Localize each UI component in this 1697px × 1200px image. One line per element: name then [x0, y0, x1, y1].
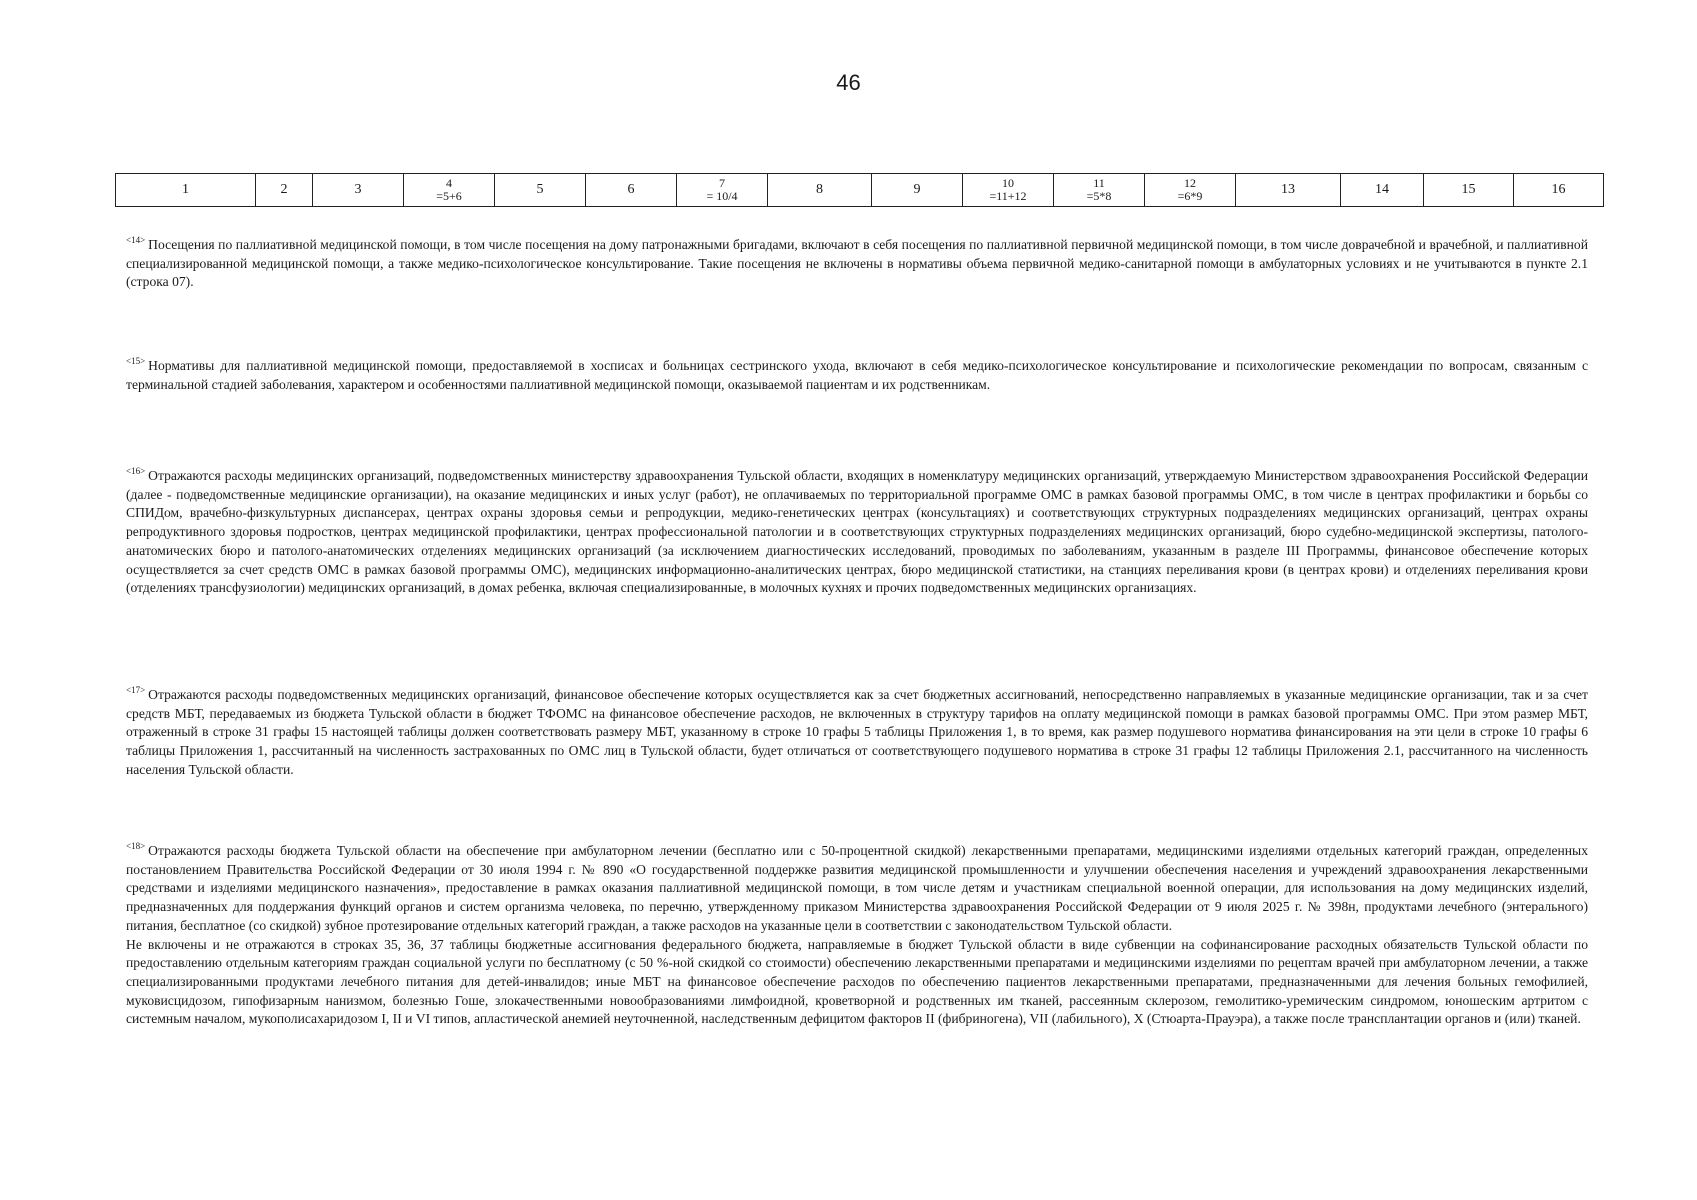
column-number: 15 [1461, 182, 1476, 197]
column-number: 10 [1002, 176, 1014, 190]
footnote-text: Нормативы для паллиативной медицинской помощи, предоставляемой в хосписах и больницах сестринского ухода, включают в себя медико-психологическое консультирование и психологические рекомендации по вопросам, связанным с терминальной стадией заболевания, характером и особенностями паллиативной медицинской помощи, оказываемой пациентам и их родственникам. [126, 358, 1588, 392]
column-header-cell [1236, 174, 1341, 207]
column-header-cell [1514, 174, 1604, 207]
column-header-cell [1145, 174, 1236, 207]
footnote-paragraph [126, 686, 1588, 780]
column-number: 9 [913, 182, 921, 197]
column-header-cell [963, 174, 1054, 207]
column-formula: =5+6 [436, 189, 462, 203]
footnote-paragraph [126, 842, 1588, 936]
column-formula: =11+12 [989, 189, 1027, 203]
column-number: 4 [446, 176, 452, 190]
column-number: 12 [1184, 176, 1196, 190]
table-row [116, 174, 1604, 207]
footnote-paragraph [126, 236, 1588, 292]
column-number: 6 [627, 182, 635, 197]
column-header-cell [256, 174, 313, 207]
footnote-marker: <17> [126, 685, 146, 696]
column-number: 7 [719, 176, 725, 190]
column-header-cell [313, 174, 404, 207]
footnote-text: Отражаются расходы медицинских организаций, подведомственных министерству здравоохранения Тульской области, входящих в номенклатуру медицинских организаций, утверждаемую Министерством здравоохранения Российской Федерации (далее - подведомственные медицинские организации), на оказание медицинских и иных услуг (работ), не оплачиваемых по территориальной программе ОМС в рамках базовой программы ОМС, в том числе в центрах профилактики и борьбы со СПИДом, врачебно-физкультурных диспансерах, центрах охраны здоровья семьи и репродукции, медико-генетических центрах (консультациях) и соответствующих структурных подразделениях медицинских организаций, центрах охраны репродуктивного здоровья подростков, центрах медицинской профилактики, центрах профессиональной патологии и в соответствующих структурных подразделениях медицинских организаций, бюро судебно-медицинской экспертизы, патолого-анатомических бюро и патолого-анатомических отделениях медицинских организаций (за исключением диагностических исследований, проводимых по заболеваниям, указанным в разделе III Программы, финансовое обеспечение которых осуществляется за счет средств ОМС в рамках базовой программы ОМС), медицинских информационно-аналитических центрах, бюро медицинской статистики, на станциях переливания крови (в центрах крови) и отделениях переливания крови (отделениях трансфузиологии) медицинских организаций, в домах ребенка, включая специализированные, в молочных кухнях и прочих подведомственных медицинских организациях. [126, 468, 1588, 596]
footnote-marker: <15> [126, 356, 146, 367]
column-number: 3 [354, 182, 362, 197]
column-number: 11 [1093, 176, 1105, 190]
column-formula: =6*9 [1177, 189, 1203, 203]
column-formula: =5*8 [1086, 189, 1112, 203]
footnote-16 [126, 467, 1588, 598]
column-header-cell [1341, 174, 1424, 207]
footnote-marker: <16> [126, 466, 146, 477]
footnote-marker: <14> [126, 235, 146, 246]
column-header-cell [677, 174, 768, 207]
footnote-text: Отражаются расходы бюджета Тульской области на обеспечение при амбулаторном лечении (бесплатно или с 50-процентной скидкой) лекарственными препаратами, медицинскими изделиями отдельных категорий граждан, определенных постановлением Правительства Российской Федерации от 30 июля 1994 г. № 890 «О государственной поддержке развития медицинской промышленности и улучшении обеспечения населения и учреждений здравоохранения лекарственными средствами и изделиями медицинского назначения», предоставление в рамках оказания паллиативной медицинской помощи, в том числе детям и участникам специальной военной операции, для использования на дому медицинских изделий, предназначенных для поддержания функций органов и систем организма человека, по перечню, утвержденному приказом Министерства здравоохранения Российской Федерации от 9 июля 2025 г. № 398н, продуктами лечебного (энтерального) питания, бесплатное (со скидкой) зубное протезирование отдельных категорий граждан, а также расходов на указанные цели в соответствии с законодательством Тульской области. [126, 843, 1588, 933]
footnote-marker: <18> [126, 841, 146, 852]
column-header-cell [586, 174, 677, 207]
footnote-text: Отражаются расходы подведомственных медицинских организаций, финансовое обеспечение которых осуществляется как за счет бюджетных ассигнований, непосредственно направляемых в указанные медицинские организации, так и за счет средств МБТ, передаваемых из бюджета Тульской области в бюджет ТФОМС на финансовое обеспечение расходов, не включенных в структуру тарифов на оплату медицинской помощи в рамках базовой программы ОМС. При этом размер МБТ, отраженный в строке 31 графы 15 настоящей таблицы должен соответствовать размеру МБТ, указанному в строке 10 графы 5 таблицы Приложения 1, в то время, как размер подушевого норматива финансирования на эти цели в строке 10 графы 6 таблицы Приложения 1, рассчитанный на численность застрахованных по ОМС лиц в Тульской области, будет отличаться от соответствующего подушевого норматива в строке 31 графы 12 таблицы Приложения 2.1, рассчитанного на численность населения Тульской области. [126, 687, 1588, 777]
column-header-cell [1424, 174, 1514, 207]
column-header-cell [116, 174, 256, 207]
column-number: 16 [1551, 182, 1566, 197]
column-header-cell [404, 174, 495, 207]
column-number: 8 [816, 182, 823, 197]
column-header-cell [872, 174, 963, 207]
footnote-15 [126, 357, 1588, 394]
footnote-paragraph [126, 357, 1588, 394]
column-number-table [115, 173, 1604, 207]
footnote-14 [126, 236, 1588, 292]
footnote-text: Посещения по паллиативной медицинской помощи, в том числе посещения на дому патронажными бригадами, включают в себя посещения по паллиативной первичной медицинской помощи, в том числе доврачебной и врачебной, и паллиативной специализированной медицинской помощи, а также медико-психологическое консультирование. Такие посещения не включены в нормативы объема первичной медико-санитарной помощи в амбулаторных условиях и не учитываются в пункте 2.1 (строка 07). [126, 237, 1588, 290]
column-header-cell [495, 174, 586, 207]
page-number: 46 [836, 70, 861, 95]
column-number: 5 [536, 182, 544, 197]
footnote-paragraph [126, 467, 1588, 598]
column-header-cell [1054, 174, 1145, 207]
column-number: 2 [280, 182, 288, 197]
footnote-18 [126, 842, 1588, 1029]
column-header-cell [768, 174, 872, 207]
column-number: 14 [1375, 182, 1389, 197]
footnote-17 [126, 686, 1588, 780]
footnote-continuation: Не включены и не отражаются в строках 35, 36, 37 таблицы бюджетные ассигнования федерального бюджета, направляемые в бюджет Тульской области в виде субвенции на софинансирование расходных обязательств Тульской области по предоставлению отдельным категориям граждан социальной услуги по бесплатному (с 50 %-ной скидкой со стоимости) обеспечению лекарственными препаратами и медицинскими изделиями по рецептам врачей при амбулаторном лечении, а также специализированными продуктами лечебного питания для детей-инвалидов; иные МБТ на финансовое обеспечение расходов по обеспечению пациентов лекарственными препаратами, предназначенными для лечения больных гемофилией, муковисцидозом, гипофизарным нанизмом, болезнью Гоше, злокачественными новообразованиями лимфоидной, кроветворной и родственных им тканей, рассеянным склерозом, гемолитико-уремическим синдромом, юношеским артритом с системным началом, мукополисахаридозом I, II и VI типов, апластической анемией неуточненной, наследственным дефицитом факторов II (фибриногена), VII (лабильного), X (Стюарта-Прауэра), а также после трансплантации органов и (или) тканей. [126, 936, 1588, 1027]
column-number: 1 [182, 182, 189, 197]
column-number: 13 [1281, 182, 1295, 197]
column-formula: = 10/4 [706, 189, 738, 203]
